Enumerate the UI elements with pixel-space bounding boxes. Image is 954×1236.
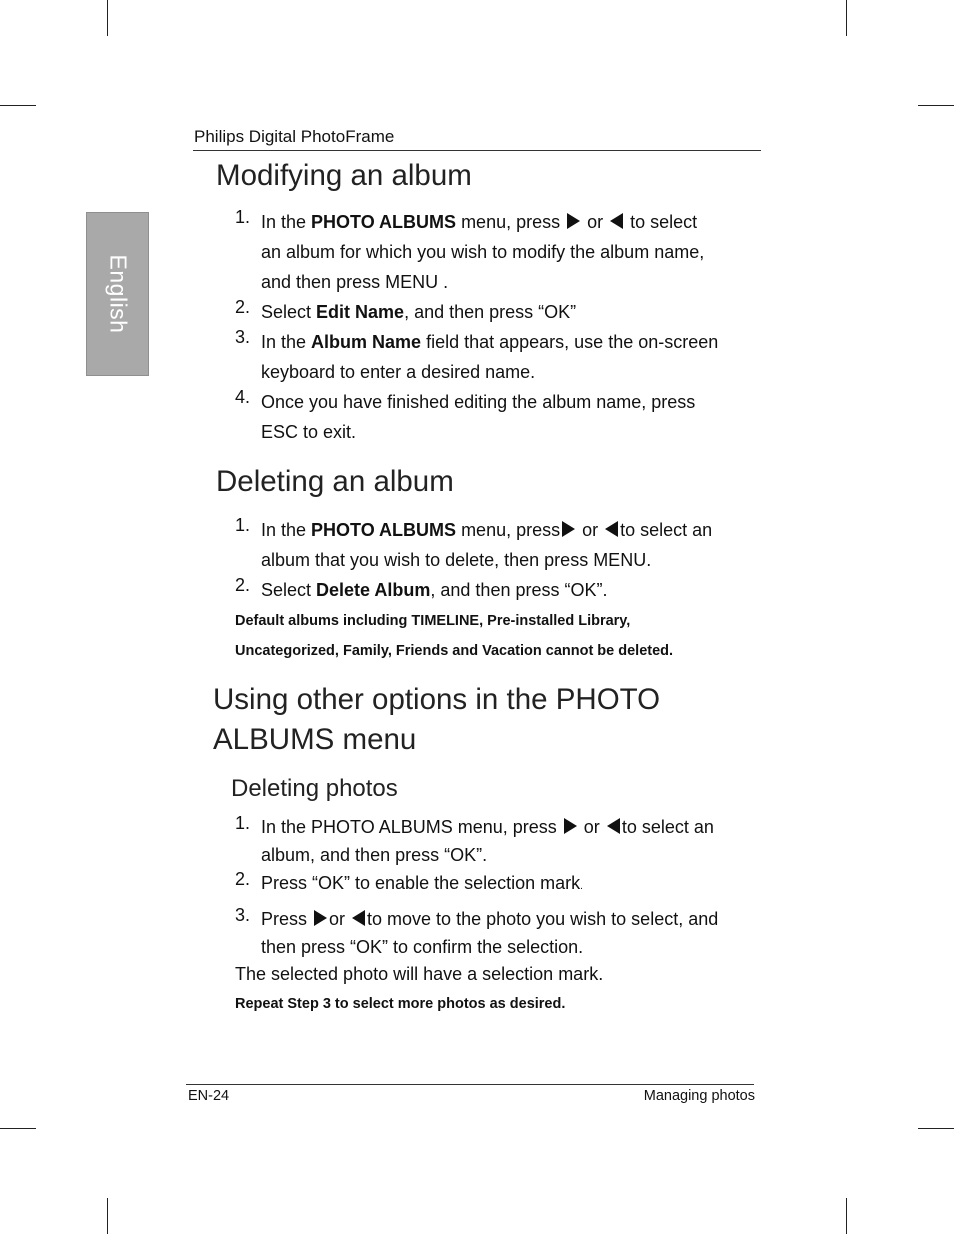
- default-albums-note-line1: Default albums including TIMELINE, Pre-installed Library,: [235, 613, 631, 629]
- selection-result-text: The selected photo will have a selection mark.: [235, 964, 604, 984]
- step-line: ESC to exit.: [261, 422, 357, 442]
- crop-mark: [107, 1198, 108, 1234]
- footer-rule: [186, 1084, 754, 1085]
- crop-mark: [0, 1128, 36, 1129]
- default-albums-note-line2: Uncategorized, Family, Friends and Vacation cannot be deleted.: [235, 643, 674, 659]
- step-line: In the Album Name field that appears, use the on-screen: [261, 332, 719, 352]
- subheading-deleting-photos: Deleting photos: [231, 775, 398, 802]
- step-line: Once you have finished editing the album name, press: [261, 392, 696, 412]
- list-item: [235, 297, 718, 327]
- crop-mark: [0, 105, 36, 106]
- modify-steps-list: [235, 207, 718, 447]
- list-item: [235, 813, 718, 869]
- delete-photos-steps-list: [235, 813, 718, 961]
- step-line: In the PHOTO ALBUMS menu, press or to select an: [261, 520, 713, 540]
- right-arrow-icon: [564, 818, 577, 834]
- running-header: Philips Digital PhotoFrame: [194, 127, 395, 146]
- crop-mark: [846, 0, 847, 36]
- heading-other-options-line2: ALBUMS menu: [213, 723, 417, 756]
- step-line: In the PHOTO ALBUMS menu, press or to select: [261, 212, 698, 232]
- list-item: [235, 327, 718, 387]
- right-arrow-icon: [567, 213, 580, 229]
- footer-section-name: Managing photos: [643, 1088, 755, 1104]
- step-number: 3.: [235, 327, 251, 347]
- list-item: [235, 575, 712, 605]
- page-number: EN-24: [188, 1088, 230, 1104]
- step-line: Select Delete Album, and then press “OK”.: [261, 580, 608, 600]
- step-line: and then press MENU .: [261, 272, 449, 292]
- step-line: Select Edit Name, and then press “OK”: [261, 302, 577, 322]
- heading-other-options-line1: Using other options in the PHOTO: [213, 683, 661, 716]
- step-number: 2.: [235, 297, 251, 317]
- step-line: album that you wish to delete, then press MENU.: [261, 550, 652, 570]
- step-line: an album for which you wish to modify the album name,: [261, 242, 705, 262]
- step-number: 4.: [235, 387, 251, 407]
- left-arrow-icon: [605, 521, 618, 537]
- language-tab: [86, 212, 149, 376]
- step-line: Press “OK” to enable the selection mark.: [261, 873, 583, 893]
- right-arrow-icon: [562, 521, 575, 537]
- step-number: 3.: [235, 905, 251, 925]
- left-arrow-icon: [607, 818, 620, 834]
- list-item: [235, 515, 712, 575]
- crop-mark: [107, 0, 108, 36]
- crop-mark: [918, 1128, 954, 1129]
- delete-steps-list: [235, 515, 712, 605]
- language-tab-label: English: [105, 254, 131, 334]
- heading-deleting-album: Deleting an album: [216, 465, 454, 498]
- step-number: 1.: [235, 813, 251, 833]
- step-number: 2.: [235, 869, 251, 889]
- step-line: keyboard to enter a desired name.: [261, 362, 536, 382]
- left-arrow-icon: [610, 213, 623, 229]
- step-number: 1.: [235, 207, 251, 227]
- right-arrow-icon: [314, 910, 327, 926]
- heading-modifying-album: Modifying an album: [216, 159, 472, 192]
- list-item: [235, 207, 718, 297]
- list-item: [235, 869, 718, 905]
- list-item: [235, 905, 718, 961]
- list-item: [235, 387, 718, 447]
- step-number: 2.: [235, 575, 251, 595]
- crop-mark: [846, 1198, 847, 1234]
- step-line: Press or to move to the photo you wish to select, and: [261, 909, 719, 929]
- header-rule: [193, 150, 761, 151]
- left-arrow-icon: [352, 910, 365, 926]
- crop-mark: [918, 105, 954, 106]
- step-line: album, and then press “OK”.: [261, 845, 488, 865]
- step-number: 1.: [235, 515, 251, 535]
- repeat-step-note: Repeat Step 3 to select more photos as desired.: [235, 996, 566, 1012]
- step-line: In the PHOTO ALBUMS menu, press or to select an: [261, 817, 714, 837]
- step-line: then press “OK” to confirm the selection.: [261, 937, 584, 957]
